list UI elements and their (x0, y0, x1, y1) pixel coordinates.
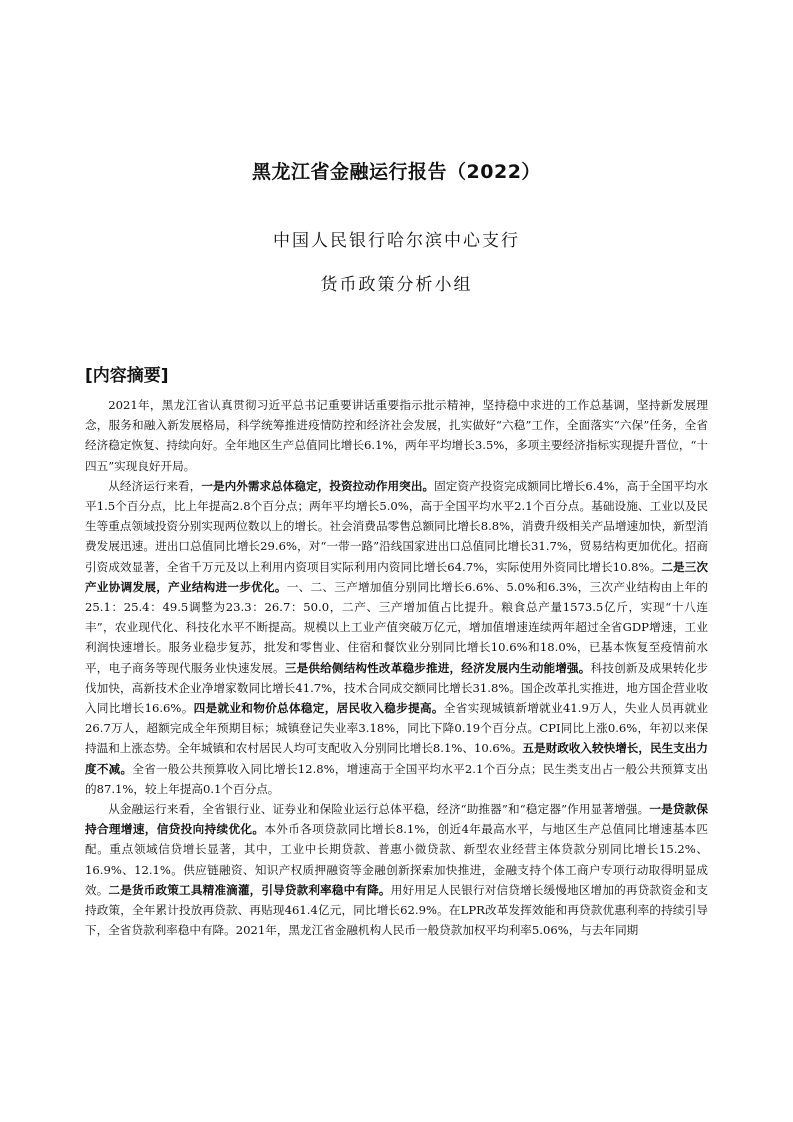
paragraph-economy (85, 476, 708, 799)
paragraph-text: 用好用足人民银行对信贷增长缓慢地区增加的再贷款资金和支持政策，全年累计投放再贷款、再贴现461.4亿元，同比增长62.9%。在LPR改革发挥效能和再贷款优惠利率的持续引导下，全省贷款利率稳中有降。2021年，黑龙江省金融机构人民币一般贷款加权平均利率5.06%，与去年同期 (85, 882, 708, 938)
key-point-2: 二是三次产业协调发展，产业结构进一步优化。 (85, 559, 708, 594)
key-point-3: 三是供给侧结构性改革稳步推进，经济发展内生动能增强。 (284, 660, 591, 675)
section-heading-abstract: [内容摘要] (85, 366, 169, 386)
paragraph-finance (85, 799, 708, 940)
document-title: 黑龙江省金融运行报告（2022） (252, 161, 541, 183)
issuing-group: 货币政策分析小组 (320, 275, 473, 295)
key-point-2: 二是货币政策工具精准滴灌，引导贷款利率稳中有降。 (108, 882, 391, 897)
abstract-body (85, 395, 708, 940)
paragraph-text: 从经济运行来看， (108, 478, 202, 493)
paragraph-text: 科技创新及成果转化步伐加快，高新技术企业净增家数同比增长41.7%，技术合同成交额同比增长31.8%。国企改革扎实推进，地方国企营业收入同比增长16.6%。 (85, 660, 708, 716)
paragraph-text: 全省实现城镇新增就业41.9万人，失业人员再就业26.7万人，超额完成全年预期目标；城镇登记失业率3.18%，同比下降0.19个百分点。CPI同比上涨0.6%，年初以来保持温和上涨态势。全年城镇和农村居民人均可支配收入分别同比增长8.1%、10.6%。 (85, 701, 708, 756)
issuing-organization: 中国人民银行哈尔滨中心支行 (273, 231, 520, 251)
key-point-5: 五是财政收入较快增长，民生支出力度不减。 (85, 741, 708, 776)
paragraph-text: 全省一般公共预算收入同比增长12.8%，增速高于全国平均水平2.1个百分点；民生类支出占一般公共预算支出的87.1%，较上年提高0.1个百分点。 (85, 761, 708, 796)
key-point-4: 四是就业和物价总体稳定，居民收入稳步提高。 (193, 701, 444, 716)
paragraph-text: 2021年，黑龙江省认真贯彻习近平总书记重要讲话重要指示批示精神，坚持稳中求进的工作总基调，坚持新发展理念，服务和融入新发展格局，科学统筹推进疫情防控和经济社会发展，扎实做好“六稳”工作，全面落实“六保”任务，全省经济稳定恢复、持续向好。全年地区生产总值同比增长6.1%，两年平均增长3.5%，多项主要经济指标实现提升晋位，“十四五”实现良好开局。 (85, 398, 708, 473)
paragraph-text: 从金融运行来看，全省银行业、证券业和保险业运行总体平稳，经济“助推器”和“稳定器”作用显著增强。 (108, 802, 650, 817)
paragraph-text: 固定资产投资完成额同比增长6.4%，高于全国平均水平1.5个百分点，比上年提高2.8个百分点；两年平均增长5.0%，高于全国平均水平2.1个百分点。基础设施、工业以及民生等重点领域投资分别实现两位数以上的增长。社会消费品零售总额同比增长8.8%，消费升级相关产品增速加快，新型消费发展迅速。进出口总值同比增长29.6%，对“一带一路”沿线国家进出口总值同比增长31.7%，贸易结构更加优化。招商引资成效显著，全省千万元及以上利用内资项目实际利用内资同比增长64.7%，实际使用外资同比增长10.8%。 (85, 478, 708, 574)
paragraph-text: 一、二、三产增加值分别同比增长6.6%、5.0%和6.3%，三次产业结构由上年的25.1：25.4：49.5调整为23.3：26.7：50.0，二产、三产增加值占比提升。粮食总产量1573.5亿斤，实现“十八连丰”，农业现代化、科技化水平不断提高。规模以上工业产值突破万亿元，增加值增速连续两年超过全省GDP增速，工业利润快速增长。服务业稳步复苏，批发和零售业、住宿和餐饮业分别同比增长10.6%和18.0%，已基本恢复至疫情前水平，电子商务等现代服务业快速发展。 (85, 579, 708, 675)
paragraph-text: 本外币各项贷款同比增长8.1%，创近4年最高水平，与地区生产总值同比增速基本匹配。重点领域信贷增长显著，其中，工业中长期贷款、普惠小微贷款、新型农业经营主体贷款分别同比增长15.2%、16.9%、12.1%。供应链融资、知识产权质押融资等金融创新探索加快推进，金融支持个体工商户专项行动取得明显成效。 (85, 822, 708, 897)
key-point-1: 一是内外需求总体稳定，投资拉动作用突出。 (201, 478, 435, 493)
paragraph-overview (85, 395, 708, 476)
key-point-1: 一是贷款保持合理增速，信贷投向持续优化。 (85, 802, 708, 837)
